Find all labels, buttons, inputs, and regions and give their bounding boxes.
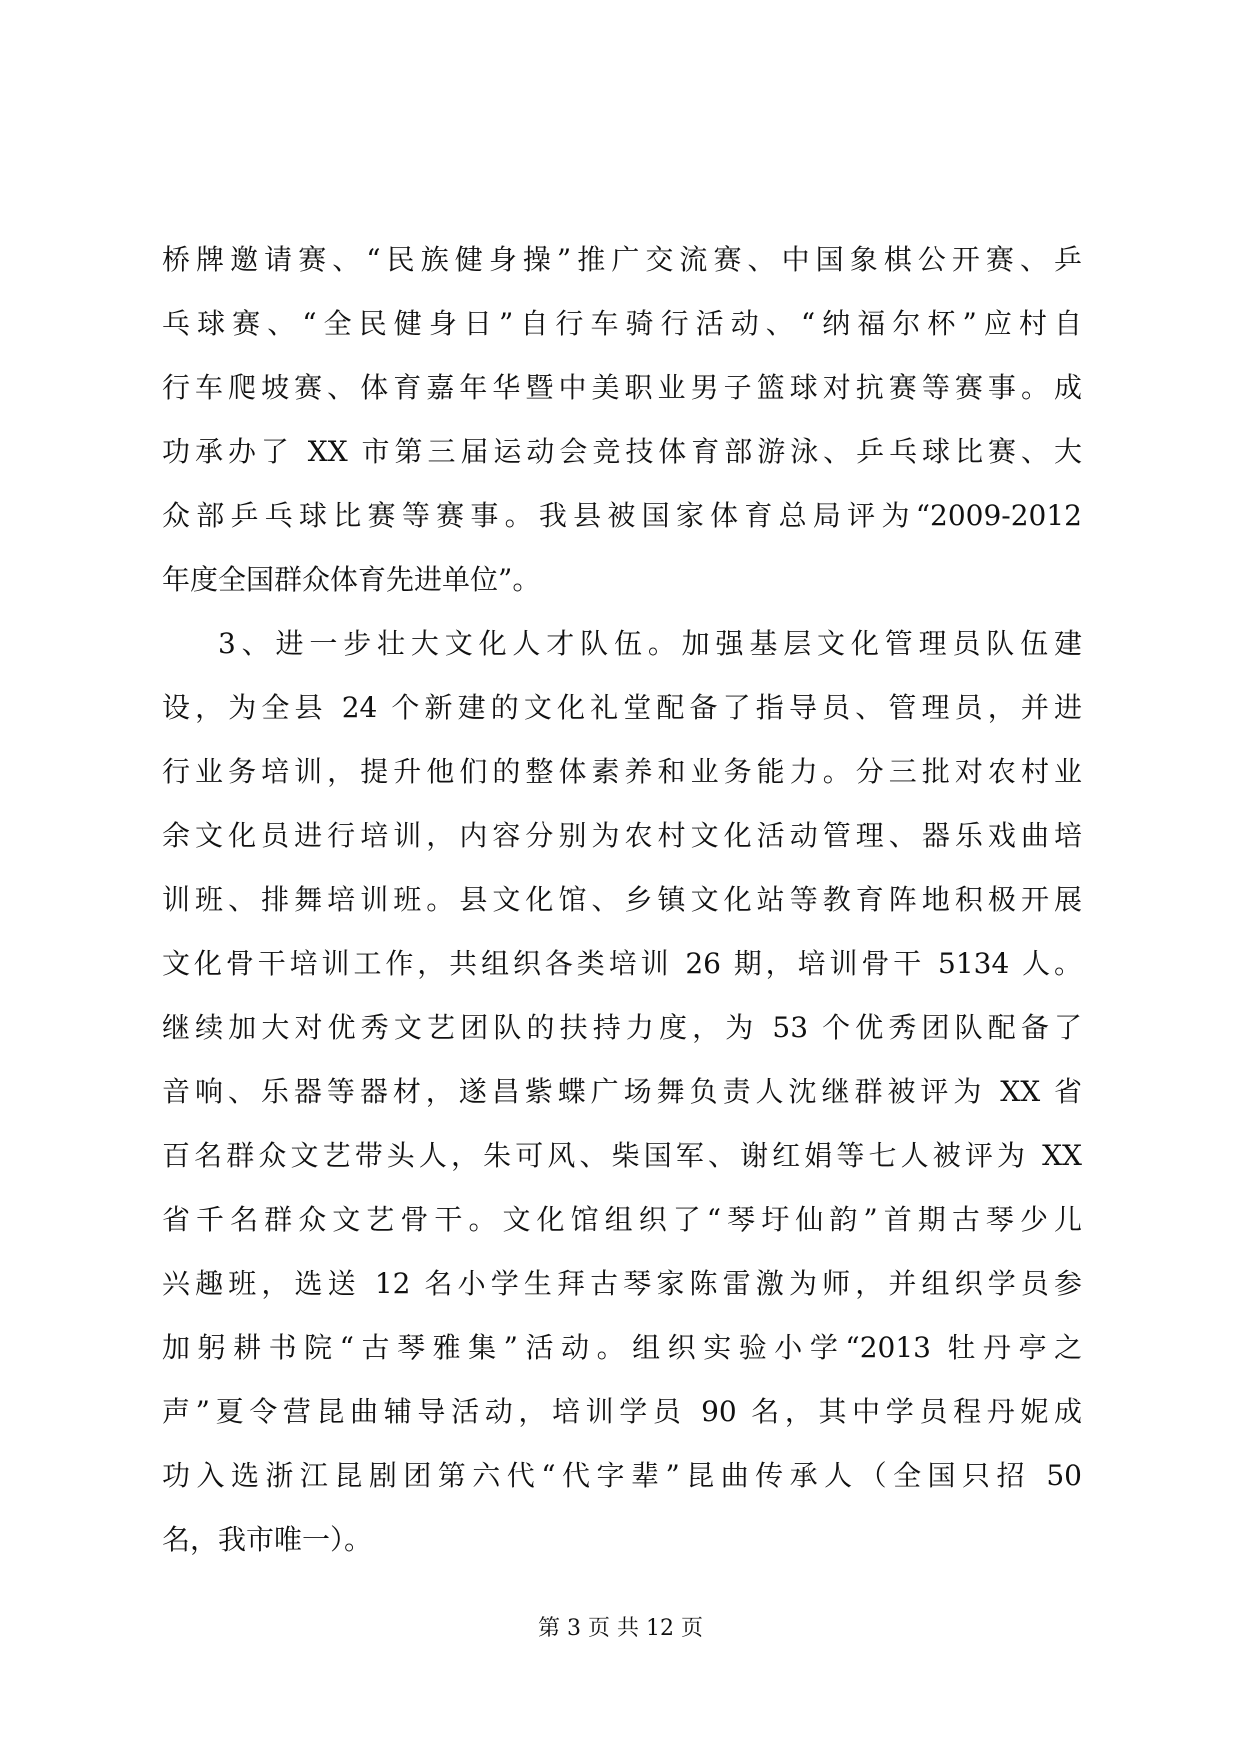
- page-footer: 第 3 页 共 12 页: [538, 1616, 703, 1641]
- paragraph-2-line: 训班、排舞培训班。县文化馆、乡镇文化站等教育阵地积极开展: [162, 883, 1082, 916]
- paragraph-2-line: 音响、乐器等器材，遂昌紫蝶广场舞负责人沈继群被评为 XX 省: [162, 1075, 1082, 1108]
- paragraph-2-line: 功入选浙江昆剧团第六代“代字辈”昆曲传承人（全国只招 50: [162, 1459, 1082, 1492]
- paragraph-1-line: 众部乒乓球比赛等赛事。我县被国家体育总局评为“2009-2012: [162, 499, 1082, 532]
- paragraph-1-line: 桥牌邀请赛、“民族健身操”推广交流赛、中国象棋公开赛、乒: [162, 243, 1082, 276]
- paragraph-2-line: 省千名群众文艺骨干。文化馆组织了“琴圩仙韵”首期古琴少儿: [162, 1203, 1082, 1236]
- paragraph-2-line: 名，我市唯一）。: [162, 1523, 373, 1556]
- paragraph-2-line: 余文化员进行培训，内容分别为农村文化活动管理、器乐戏曲培: [162, 819, 1082, 852]
- paragraph-2-line: 声”夏令营昆曲辅导活动，培训学员 90 名，其中学员程丹妮成: [162, 1395, 1082, 1428]
- paragraph-2-line: 文化骨干培训工作，共组织各类培训 26 期，培训骨干 5134 人。: [162, 947, 1082, 980]
- paragraph-2-line: 加躬耕书院“古琴雅集”活动。组织实验小学“2013 牡丹亭之: [162, 1331, 1082, 1364]
- paragraph-2-line: 3、进一步壮大文化人才队伍。加强基层文化管理员队伍建: [218, 627, 1082, 660]
- paragraph-2-line: 百名群众文艺带头人，朱可风、柴国军、谢红娟等七人被评为 XX: [162, 1139, 1082, 1172]
- body-text: [162, 228, 1082, 1572]
- paragraph-1-line: 乓球赛、“全民健身日”自行车骑行活动、“纳福尔杯”应村自: [162, 307, 1082, 340]
- paragraph-2-line: 兴趣班，选送 12 名小学生拜古琴家陈雷激为师，并组织学员参: [162, 1267, 1082, 1300]
- paragraph-2-line: 设，为全县 24 个新建的文化礼堂配备了指导员、管理员，并进: [162, 691, 1082, 724]
- paragraph-1-line: 年度全国群众体育先进单位”。: [162, 563, 541, 596]
- paragraph-1-line: 行车爬坡赛、体育嘉年华暨中美职业男子篮球对抗赛等赛事。成: [162, 371, 1082, 404]
- paragraph-2-line: 行业务培训，提升他们的整体素养和业务能力。分三批对农村业: [162, 755, 1082, 788]
- paragraph-2-line: 继续加大对优秀文艺团队的扶持力度，为 53 个优秀团队配备了: [162, 1011, 1082, 1044]
- paragraph-1-line: 功承办了 XX 市第三届运动会竞技体育部游泳、乒乓球比赛、大: [162, 435, 1082, 468]
